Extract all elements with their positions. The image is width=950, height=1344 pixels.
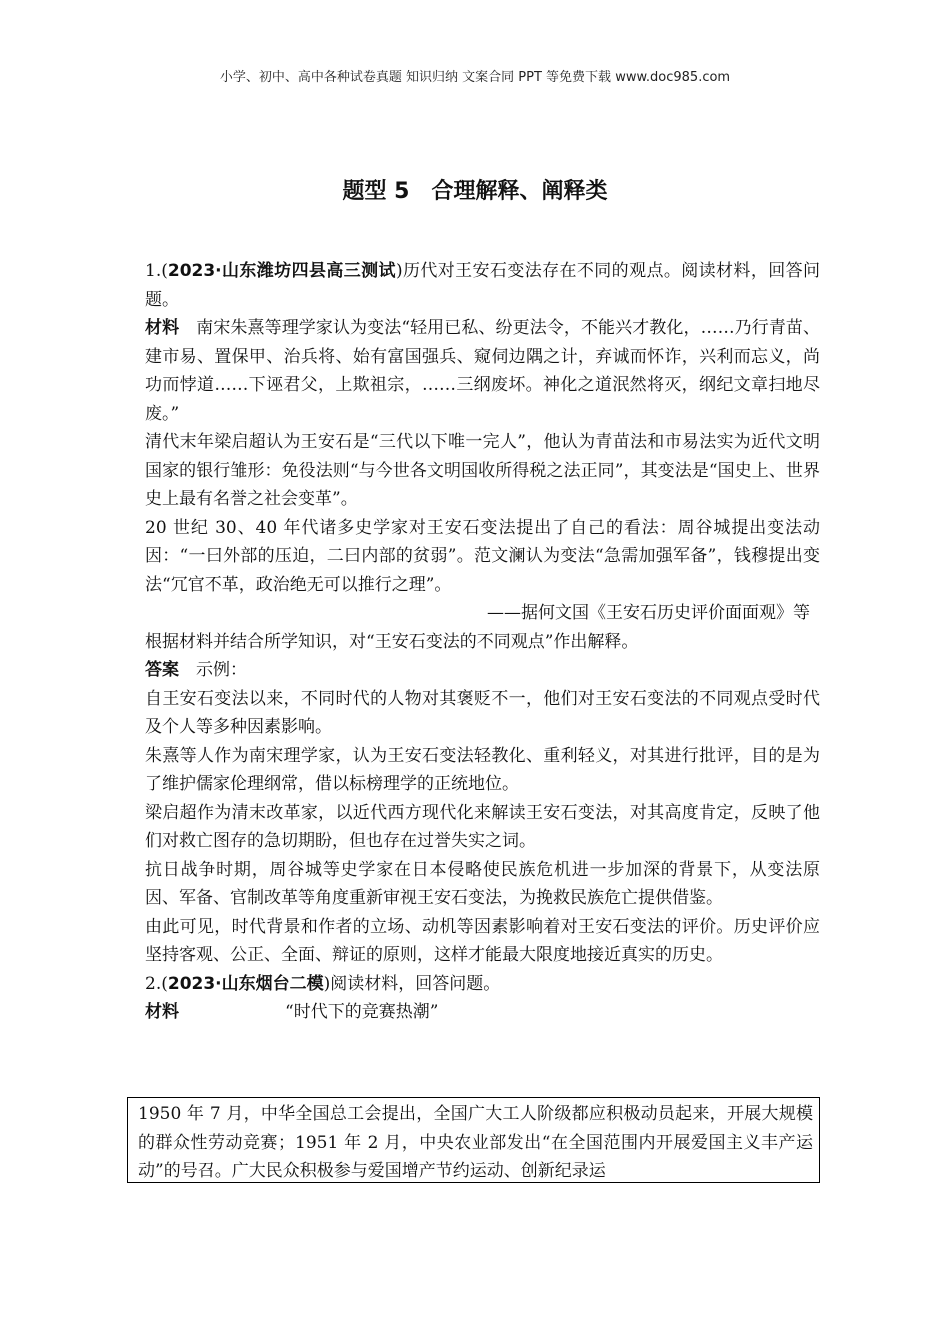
page-header: 小学、初中、高中各种试卷真题 知识归纳 文案合同 PPT 等免费下载 www.doc985.com <box>219 70 731 85</box>
answer-paragraph: 抗日战争时期，周谷城等史学家在日本侵略使民族危机进一步加深的背景下，从变法原因、军备、官制改革等角度重新审视王安石变法，为挽救民族危亡提供借鉴。 <box>145 859 820 908</box>
document-body <box>145 257 820 1027</box>
question-1-material: 材料 南宋朱熹等理学家认为变法“轻用已私、纷更法令，不能兴才教化，……乃行青苗、建市易、置保甲、治兵将、始有富国强兵、窥伺边隅之计，弃诚而怀诈，兴利而忘义，尚功而悖道……下诬君父，上欺祖宗，……三纲废坏。神化之道泯然将灭，纲纪文章扫地尽废。” <box>145 318 821 424</box>
material-paragraph: 清代末年梁启超认为王安石是“三代以下唯一完人”，他认为青苗法和市易法实为近代文明国家的银行雏形：免役法则“与今世各文明国收所得税之法正同”，其变法是“国史上、世界史上最有名誉之社会变革”。 <box>145 432 820 509</box>
material-title: “时代下的竞赛热潮” <box>285 1002 439 1022</box>
page-title: 题型 5 合理解释、阐释类 <box>342 179 608 204</box>
question-1-source: 2023·山东潍坊四县高三测试 <box>167 261 396 281</box>
answer-paragraph: 梁启超作为清末改革家，以近代西方现代化来解读王安石变法，对其高度肯定，反映了他们对救亡图存的急切期盼，但也存在过誉失实之词。 <box>145 802 820 851</box>
material-label: 材料 <box>145 318 180 338</box>
material-paragraph: 20 世纪 30、40 年代诸多史学家对王安石变法提出了自己的看法：周谷城提出变法动因：“一曰外部的压迫，二曰内部的贫弱”。范文澜认为变法“急需加强军备”，钱穆提出变法“冗官不革，政治绝无可以推行之理”。 <box>145 517 820 595</box>
answer-paragraph: 自王安石变法以来，不同时代的人物对其褒贬不一，他们对王安石变法的不同观点受时代及个人等多种因素影响。 <box>145 688 820 737</box>
material-box-text: 1950 年 7 月，中华全国总工会提出，全国广大工人阶级都应积极动员起来，开展大规模的群众性劳动竞赛；1951 年 2 月，中央农业部发出“在全国范围内开展爱国主义丰产运动”的号召。广大民众积极参与爱国增产节约运动、创新纪录运 <box>138 1104 813 1181</box>
answer-heading: 答案 示例： <box>145 660 247 680</box>
question-2-material-heading <box>145 998 820 1027</box>
answer-paragraph: 朱熹等人作为南宋理学家，认为王安石变法轻教化、重利轻义，对其进行批评，目的是为了维护儒家伦理纲常，借以标榜理学的正统地位。 <box>145 745 820 794</box>
question-2-source: 2023·山东烟台二模 <box>167 973 324 994</box>
material-label: 材料 <box>145 1002 179 1022</box>
material-citation: ——据何文国《王安石历史评价面面观》等 <box>487 603 810 623</box>
question-1-task: 根据材料并结合所学知识，对“王安石变法的不同观点”作出解释。 <box>145 631 639 652</box>
answer-label: 答案 <box>145 660 179 680</box>
question-2-prompt: 2.(2023·山东烟台二模)阅读材料，回答问题。 <box>145 973 501 994</box>
answer-paragraph: 由此可见，时代背景和作者的立场、动机等因素影响着对王安石变法的评价。历史评价应坚持客观、公正、全面、辩证的原则，这样才能最大限度地接近真实的历史。 <box>145 916 820 965</box>
question-1-prompt: 1.(2023·山东潍坊四县高三测试)历代对王安石变法存在不同的观点。阅读材料，回答问题。 <box>145 261 820 310</box>
material-box <box>127 1097 820 1183</box>
